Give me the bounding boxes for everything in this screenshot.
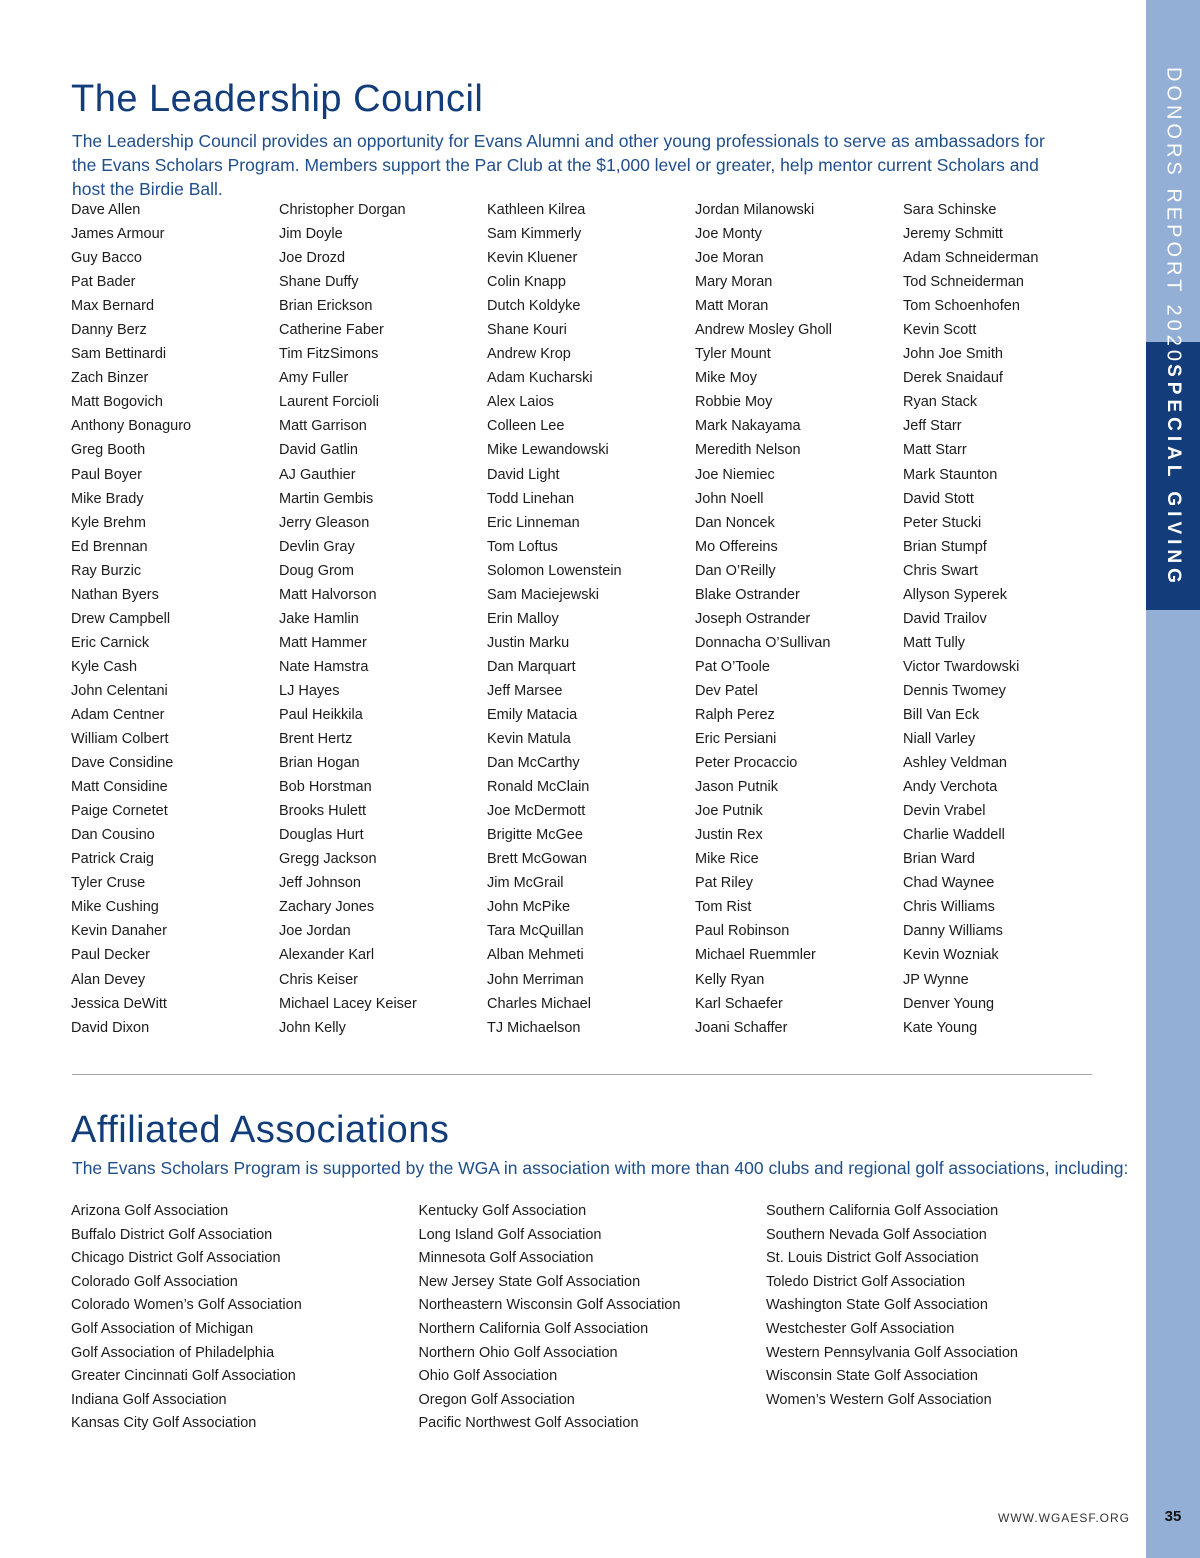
leadership-column-5 [903, 198, 1111, 1040]
member-name: Martin Gembis [279, 490, 374, 507]
section-label: SPECIAL GIVING [1163, 364, 1184, 588]
member-name: Erin Malloy [487, 610, 559, 627]
member-name: Justin Rex [695, 827, 763, 844]
member-name: Brian Hogan [279, 755, 360, 772]
member-name: Pat Riley [695, 875, 754, 892]
member-name: Mike Cushing [71, 899, 159, 916]
member-name: Kevin Danaher [71, 923, 167, 940]
member-name: Max Bernard [71, 298, 155, 315]
member-name: Mark Staunton [903, 466, 998, 483]
footer-url: WWW.WGAESF.ORG [998, 1511, 1130, 1525]
member-name: Amy Fuller [279, 370, 349, 387]
member-name: Peter Stucki [903, 514, 982, 531]
member-name: Tara McQuillan [487, 923, 584, 940]
member-name: Colin Knapp [487, 274, 566, 291]
member-name: Nate Hamstra [279, 658, 369, 675]
member-name: Jordan Milanowski [695, 202, 815, 218]
member-name: Andrew Krop [487, 346, 571, 363]
member-name: Paul Decker [71, 947, 150, 964]
member-name: Bob Horstman [279, 779, 372, 796]
leadership-column-4 [695, 198, 903, 1040]
member-name: Matt Halvorson [279, 586, 377, 603]
report-label: DONORS REPORT 2020 [1162, 66, 1185, 366]
member-name: Brian Erickson [279, 298, 373, 315]
member-name: James Armour [71, 226, 165, 243]
member-name: Gregg Jackson [279, 851, 377, 868]
member-name: John Kelly [279, 1019, 346, 1036]
member-name: Ryan Stack [903, 394, 978, 411]
member-name: Meredith Nelson [695, 442, 801, 459]
member-name: Michael Ruemmler [695, 947, 816, 964]
member-name: Alan Devey [71, 971, 146, 988]
member-name: Kevin Matula [487, 731, 571, 748]
member-name: Brent Hertz [279, 731, 353, 748]
member-name: Tyler Cruse [71, 875, 146, 892]
association-name: Colorado Golf Association [71, 1273, 238, 1290]
member-name: Paige Cornetet [71, 803, 168, 820]
member-name: Pat O’Toole [695, 658, 770, 675]
member-name: Andrew Mosley Gholl [695, 322, 832, 339]
member-name: Chris Swart [903, 562, 978, 579]
association-name: Greater Cincinnati Golf Association [71, 1368, 296, 1385]
leadership-name-list [71, 198, 1111, 1040]
member-name: Robbie Moy [695, 394, 773, 411]
association-name: Golf Association of Philadelphia [71, 1344, 275, 1361]
member-name: Alex Laios [487, 394, 554, 411]
member-name: Joe Moran [695, 250, 764, 267]
association-name: New Jersey State Golf Association [418, 1273, 641, 1290]
member-name: John Celentani [71, 682, 168, 699]
member-name: Donnacha O’Sullivan [695, 634, 831, 651]
member-name: Niall Varley [903, 731, 976, 748]
member-name: Pat Bader [71, 274, 136, 291]
association-name: Oregon Golf Association [418, 1391, 575, 1408]
member-name: Sara Schinske [903, 202, 997, 218]
association-name: Northeastern Wisconsin Golf Association [418, 1297, 681, 1314]
member-name: Ashley Veldman [903, 755, 1007, 772]
member-name: TJ Michaelson [487, 1019, 581, 1036]
association-name: Long Island Golf Association [418, 1226, 602, 1243]
association-name: Toledo District Golf Association [766, 1273, 966, 1290]
association-name: Westchester Golf Association [766, 1320, 955, 1337]
association-name: Western Pennsylvania Golf Association [766, 1344, 1019, 1361]
association-name: Women’s Western Golf Association [766, 1391, 992, 1408]
member-name: Dan Marquart [487, 658, 576, 675]
member-name: Emily Matacia [487, 706, 578, 723]
member-name: Tim FitzSimons [279, 346, 379, 363]
member-name: David Light [487, 466, 560, 483]
member-name: Ray Burzic [71, 562, 142, 579]
member-name: John Joe Smith [903, 346, 1003, 363]
leadership-column-1 [71, 198, 279, 1040]
member-name: Brian Ward [903, 851, 975, 868]
member-name: Derek Snaidauf [903, 370, 1003, 387]
member-name: Laurent Forcioli [279, 394, 379, 411]
member-name: Joe Jordan [279, 923, 351, 940]
member-name: David Gatlin [279, 442, 358, 459]
member-name: Blake Ostrander [695, 586, 800, 603]
member-name: Dan Cousino [71, 827, 155, 844]
member-name: Charles Michael [487, 995, 591, 1012]
association-name: Wisconsin State Golf Association [766, 1368, 978, 1385]
member-name: Greg Booth [71, 442, 146, 459]
association-name: Buffalo District Golf Association [71, 1226, 273, 1243]
member-name: Paul Boyer [71, 466, 142, 483]
member-name: Jim Doyle [279, 226, 343, 243]
member-name: Colleen Lee [487, 418, 565, 435]
leadership-title: The Leadership Council [71, 78, 484, 120]
member-name: Danny Williams [903, 923, 1003, 940]
member-name: Joseph Ostrander [695, 610, 811, 627]
member-name: Denver Young [903, 995, 995, 1012]
member-name: Adam Kucharski [487, 370, 593, 387]
member-name: Sam Bettinardi [71, 346, 167, 363]
member-name: Patrick Craig [71, 851, 154, 868]
member-name: Andy Verchota [903, 779, 998, 796]
member-name: Kate Young [903, 1019, 978, 1036]
member-name: Tom Rist [695, 899, 752, 916]
member-name: Mike Brady [71, 490, 144, 507]
association-name: Minnesota Golf Association [418, 1250, 594, 1267]
member-name: Allyson Syperek [903, 586, 1007, 603]
member-name: Kevin Wozniak [903, 947, 999, 964]
member-name: Sam Kimmerly [487, 226, 582, 243]
member-name: Brian Stumpf [903, 538, 987, 555]
member-name: Tom Schoenhofen [903, 298, 1020, 315]
association-column-3 [766, 1200, 1114, 1436]
member-name: Jake Hamlin [279, 610, 359, 627]
member-name: Joe Niemiec [695, 466, 775, 483]
member-name: Kathleen Kilrea [487, 202, 586, 218]
member-name: Shane Duffy [279, 274, 359, 291]
member-name: John McPike [487, 899, 571, 916]
member-name: Brett McGowan [487, 851, 587, 868]
member-name: Paul Heikkila [279, 706, 363, 723]
member-name: AJ Gauthier [279, 466, 356, 483]
member-name: Dan O’Reilly [695, 562, 776, 579]
member-name: Jason Putnik [695, 779, 779, 796]
association-name: Ohio Golf Association [418, 1368, 558, 1385]
leadership-intro: The Leadership Council provides an opportunity for Evans Alumni and other young professionals to serve as ambassadors for the Evans Scholars Program. Members support the Par Club at the $1,000 level or greater, help mentor current Scholars and host the Birdie Ball. [72, 131, 1045, 199]
leadership-column-3 [487, 198, 695, 1040]
member-name: Matt Tully [903, 634, 966, 651]
member-name: Mo Offereins [695, 538, 778, 555]
member-name: Jeff Marsee [487, 682, 563, 699]
member-name: Brigitte McGee [487, 827, 583, 844]
member-name: Mike Rice [695, 851, 759, 868]
association-name: Southern Nevada Golf Association [766, 1226, 987, 1243]
member-name: Dan McCarthy [487, 755, 580, 772]
member-name: Chris Keiser [279, 971, 358, 988]
member-name: Victor Twardowski [903, 658, 1020, 675]
association-name: Pacific Northwest Golf Association [418, 1415, 639, 1432]
member-name: Joe Putnik [695, 803, 763, 820]
member-name: Dev Patel [695, 682, 758, 699]
association-name: Golf Association of Michigan [71, 1320, 254, 1337]
member-name: Mary Moran [695, 274, 773, 291]
association-name: Arizona Golf Association [71, 1203, 229, 1219]
page-number: 35 [1164, 1508, 1182, 1525]
member-name: Adam Schneiderman [903, 250, 1039, 267]
member-name: Ralph Perez [695, 706, 775, 723]
member-name: Kyle Cash [71, 658, 138, 675]
member-name: Charlie Waddell [903, 827, 1005, 844]
association-name: Washington State Golf Association [766, 1297, 988, 1314]
member-name: Justin Marku [487, 634, 570, 651]
member-name: Ronald McClain [487, 779, 590, 796]
member-name: Matt Moran [695, 298, 769, 315]
member-name: Eric Carnick [71, 634, 150, 651]
member-name: Tyler Mount [695, 346, 771, 363]
association-column-1 [71, 1200, 419, 1436]
member-name: Jim McGrail [487, 875, 564, 892]
member-name: Alexander Karl [279, 947, 375, 964]
association-list [71, 1200, 1131, 1436]
member-name: Tom Loftus [487, 538, 558, 555]
member-name: Kevin Scott [903, 322, 977, 339]
member-name: Jeff Johnson [279, 875, 361, 892]
affiliated-intro: The Evans Scholars Program is supported by the WGA in association with more than 400 clubs and regional golf associations, including: [72, 1158, 1129, 1178]
member-name: Drew Campbell [71, 610, 171, 627]
association-name: Chicago District Golf Association [71, 1250, 281, 1267]
member-name: Dutch Koldyke [487, 298, 581, 315]
association-name: Northern Ohio Golf Association [418, 1344, 618, 1361]
member-name: Douglas Hurt [279, 827, 364, 844]
member-name: Mike Moy [695, 370, 758, 387]
member-name: William Colbert [71, 731, 169, 748]
member-name: Jeremy Schmitt [903, 226, 1003, 243]
member-name: Jeff Starr [903, 418, 962, 435]
member-name: Joe Drozd [279, 250, 346, 267]
member-name: Matt Starr [903, 442, 967, 459]
member-name: Chris Williams [903, 899, 995, 916]
member-name: Dave Considine [71, 755, 174, 772]
association-name: Colorado Women’s Golf Association [71, 1297, 302, 1314]
association-name: Indiana Golf Association [71, 1391, 227, 1408]
member-name: Matt Hammer [279, 634, 367, 651]
leadership-column-2 [279, 198, 487, 1040]
member-name: Joani Schaffer [695, 1019, 788, 1036]
member-name: Peter Procaccio [695, 755, 798, 772]
member-name: LJ Hayes [279, 682, 340, 699]
member-name: Kevin Kluener [487, 250, 578, 267]
member-name: JP Wynne [903, 971, 969, 988]
association-name: Kentucky Golf Association [418, 1203, 587, 1219]
member-name: David Trailov [903, 610, 987, 627]
member-name: Michael Lacey Keiser [279, 995, 417, 1012]
association-name: Northern California Golf Association [418, 1320, 649, 1337]
member-name: John Noell [695, 490, 764, 507]
member-name: Joe Monty [695, 226, 762, 243]
member-name: Ed Brennan [71, 538, 148, 555]
member-name: Matt Considine [71, 779, 168, 796]
member-name: Chad Waynee [903, 875, 995, 892]
member-name: Kelly Ryan [695, 971, 765, 988]
member-name: Joe McDermott [487, 803, 586, 820]
member-name: Eric Linneman [487, 514, 580, 531]
member-name: Doug Grom [279, 562, 354, 579]
member-name: David Stott [903, 490, 974, 507]
member-name: Anthony Bonaguro [71, 418, 192, 435]
member-name: Paul Robinson [695, 923, 790, 940]
member-name: Todd Linehan [487, 490, 575, 507]
member-name: Dan Noncek [695, 514, 775, 531]
member-name: Jessica DeWitt [71, 995, 167, 1012]
association-name: Kansas City Golf Association [71, 1415, 257, 1432]
member-name: Shane Kouri [487, 322, 567, 339]
member-name: Dave Allen [71, 202, 141, 218]
member-name: Solomon Lowenstein [487, 562, 622, 579]
member-name: Brooks Hulett [279, 803, 367, 820]
member-name: Matt Bogovich [71, 394, 163, 411]
member-name: Devlin Gray [279, 538, 355, 555]
member-name: Alban Mehmeti [487, 947, 584, 964]
member-name: Sam Maciejewski [487, 586, 599, 603]
member-name: Danny Berz [71, 322, 147, 339]
member-name: Bill Van Eck [903, 706, 980, 723]
association-column-2 [419, 1200, 767, 1436]
member-name: John Merriman [487, 971, 584, 988]
member-name: Tod Schneiderman [903, 274, 1024, 291]
association-name: St. Louis District Golf Association [766, 1250, 979, 1267]
member-name: Zach Binzer [71, 370, 149, 387]
member-name: David Dixon [71, 1019, 150, 1036]
member-name: Devin Vrabel [903, 803, 986, 820]
member-name: Jerry Gleason [279, 514, 370, 531]
member-name: Eric Persiani [695, 731, 777, 748]
section-divider [72, 1074, 1092, 1075]
member-name: Karl Schaefer [695, 995, 783, 1012]
member-name: Guy Bacco [71, 250, 142, 267]
member-name: Zachary Jones [279, 899, 375, 916]
member-name: Nathan Byers [71, 586, 159, 603]
member-name: Mike Lewandowski [487, 442, 609, 459]
member-name: Matt Garrison [279, 418, 367, 435]
member-name: Mark Nakayama [695, 418, 801, 435]
member-name: Dennis Twomey [903, 682, 1006, 699]
member-name: Christopher Dorgan [279, 202, 406, 218]
affiliated-title: Affiliated Associations [71, 1109, 450, 1151]
member-name: Catherine Faber [279, 322, 384, 339]
member-name: Kyle Brehm [71, 514, 146, 531]
association-name: Southern California Golf Association [766, 1203, 999, 1219]
member-name: Adam Centner [71, 706, 165, 723]
